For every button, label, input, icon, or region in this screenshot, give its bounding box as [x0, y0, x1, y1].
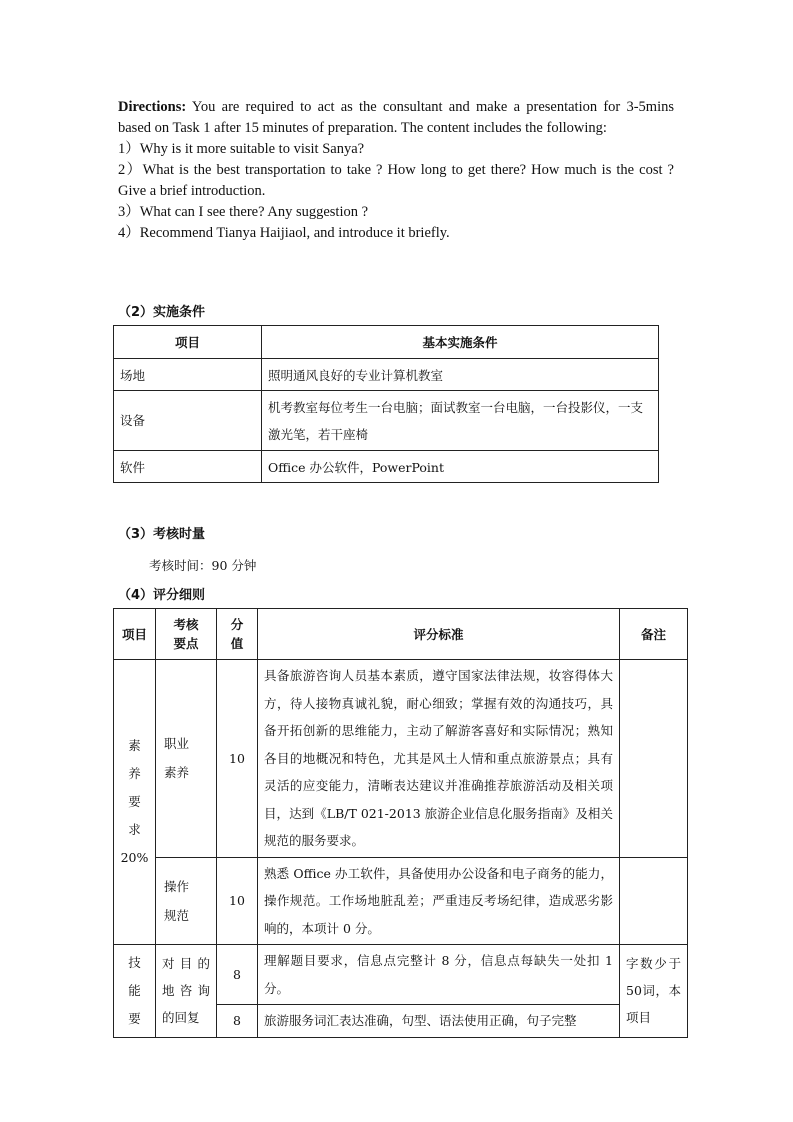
row-criteria: 具备旅游咨询人员基本素质，遵守国家法律法规，妆容得体大方，待人接物真诚礼貌，耐心细致；掌握有效的沟通技巧，具备开拓创新的思维能力，主动了解游客喜好和实际情况；熟知各目的地概况和特色，尤其是风土人情和重点旅游景点；具有灵活的应变能力，清晰表达建议并准确推荐旅游活动及相关项目，达到《LB/T 021-2013 旅游企业信息化服务指南》及相关规范的服务要求。	[258, 660, 620, 858]
table-header-row	[114, 326, 659, 359]
directions-item: 1）Why is it more suitable to visit Sanya?	[118, 141, 365, 157]
row-point: 对目的地咨询的回复	[156, 945, 217, 1038]
header-line: 分	[230, 617, 244, 632]
table-row	[114, 660, 688, 858]
exam-time-text: 考核时间：90 分钟	[149, 558, 257, 573]
column-header-score	[217, 609, 258, 660]
table-header-row	[114, 609, 688, 660]
row-point	[156, 857, 217, 945]
row-item: 场地	[114, 359, 262, 391]
point-line: 职业	[164, 736, 190, 752]
table-row	[114, 391, 659, 451]
point-line: 规范	[164, 907, 190, 923]
row-score: 8	[217, 1005, 258, 1038]
label-char: 能	[128, 982, 141, 998]
label-char: 技	[128, 954, 141, 970]
row-point	[156, 660, 217, 858]
directions-text: You are required to act as the consultant and make a presentation for 3-5mins based on Task 1 after 15 minutes of preparation. The content includes the following:	[118, 99, 674, 136]
table-row	[114, 857, 688, 945]
label-char: 素	[128, 738, 141, 753]
directions-label: Directions:	[118, 99, 187, 115]
section2-heading: （2）实施条件	[118, 305, 206, 320]
row-note	[620, 660, 688, 858]
label-char: 养	[128, 766, 141, 781]
header-line: 值	[230, 636, 244, 651]
row-condition: 照明通风良好的专业计算机教室	[262, 359, 659, 391]
directions-intro	[118, 97, 674, 139]
point-line: 操作	[164, 878, 190, 894]
conditions-table	[113, 325, 659, 483]
table-row	[114, 359, 659, 391]
column-header-item: 项目	[114, 326, 262, 359]
row-item: 设备	[114, 391, 262, 451]
header-line: 要点	[173, 636, 199, 651]
row-note: 字数少于50词，本项目	[620, 945, 688, 1038]
directions-item: 2）What is the best transportation to take ? How long to get there? How much is the cost ? Give a brief introduction.	[118, 162, 674, 199]
row-score: 10	[217, 660, 258, 858]
point-line: 素养	[164, 765, 190, 781]
group-label-skill	[114, 945, 156, 1038]
row-item: 软件	[114, 451, 262, 483]
directions-item: 3）What can I see there? Any suggestion ?	[118, 204, 369, 220]
column-header-criteria: 评分标准	[258, 609, 620, 660]
label-char: 20%	[120, 850, 149, 865]
section4-heading: （4）评分细则	[118, 588, 206, 603]
column-header-point	[156, 609, 217, 660]
group-label-quality	[114, 660, 156, 945]
row-score: 8	[217, 945, 258, 1005]
row-condition: Office 办公软件，PowerPoint	[262, 451, 659, 483]
table-row	[114, 451, 659, 483]
scoring-table	[113, 608, 688, 1038]
column-header-item: 项目	[114, 609, 156, 660]
row-criteria: 理解题目要求，信息点完整计 8 分，信息点每缺失一处扣 1 分。	[258, 945, 620, 1005]
row-score: 10	[217, 857, 258, 945]
row-condition: 机考教室每位考生一台电脑；面试教室一台电脑，一台投影仪，一支激光笔，若干座椅	[262, 391, 659, 451]
label-char: 求	[128, 822, 141, 837]
row-criteria: 旅游服务词汇表达准确，句型、语法使用正确，句子完整	[258, 1005, 620, 1038]
section3-heading: （3）考核时量	[118, 527, 206, 542]
column-header-conditions: 基本实施条件	[262, 326, 659, 359]
directions-item: 4）Recommend Tianya Haijiaol, and introduce it briefly.	[118, 225, 450, 241]
label-char: 要	[128, 1010, 141, 1026]
table-row	[114, 945, 688, 1005]
label-char: 要	[128, 794, 141, 809]
column-header-note: 备注	[620, 609, 688, 660]
row-note	[620, 857, 688, 945]
directions-block	[118, 97, 674, 244]
row-criteria: 熟悉 Office 办工软件，具备使用办公设备和电子商务的能力，操作规范。工作场地脏乱差；严重违反考场纪律，造成恶劣影响的，本项计 0 分。	[258, 857, 620, 945]
header-line: 考核	[173, 617, 199, 632]
